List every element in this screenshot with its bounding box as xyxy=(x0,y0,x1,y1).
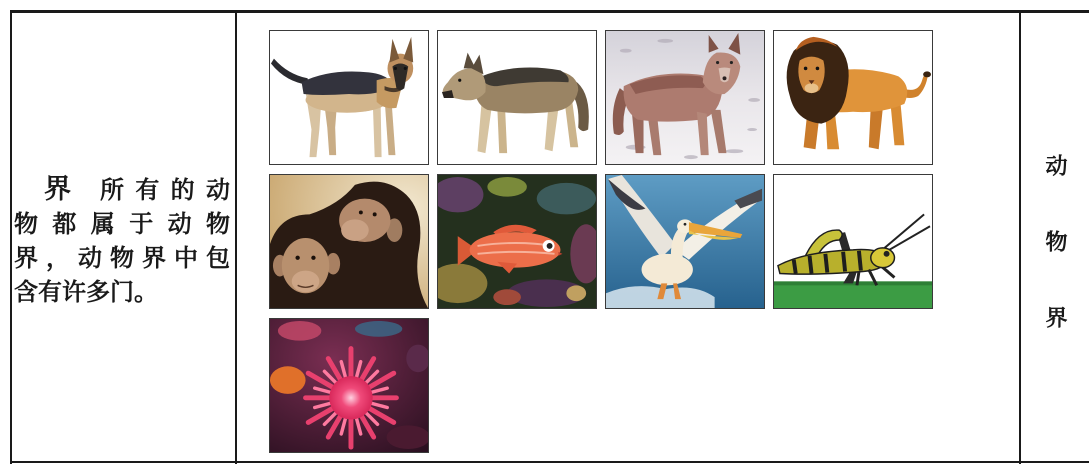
wolf-in-snow-photo xyxy=(605,30,765,165)
table-top-border xyxy=(10,10,1089,13)
animal-photo-grid xyxy=(269,30,933,453)
side-title: 动物界 xyxy=(1042,154,1068,382)
definition-line-4: 含有许多门。 xyxy=(14,277,158,306)
fish-photo xyxy=(437,174,597,309)
table-left-border xyxy=(10,10,12,464)
definition-text xyxy=(14,173,230,309)
table-bottom-border xyxy=(10,461,1089,463)
sea-anemone-photo xyxy=(269,318,429,453)
pelican-photo xyxy=(605,174,765,309)
term-heading: 界 xyxy=(44,174,71,205)
column-divider-left xyxy=(235,10,237,464)
definition-line-1-text: 所有的动 xyxy=(100,175,230,204)
column-divider-right xyxy=(1019,10,1021,464)
grasshopper-photo xyxy=(773,174,933,309)
wolf-photo xyxy=(437,30,597,165)
lion-photo xyxy=(773,30,933,165)
chimpanzees-photo xyxy=(269,174,429,309)
definition-line-2: 物都属于动物 xyxy=(14,209,230,238)
dog-photo xyxy=(269,30,429,165)
definition-line-1 xyxy=(14,173,230,207)
definition-line-3: 界，动物界中包 xyxy=(14,243,230,272)
